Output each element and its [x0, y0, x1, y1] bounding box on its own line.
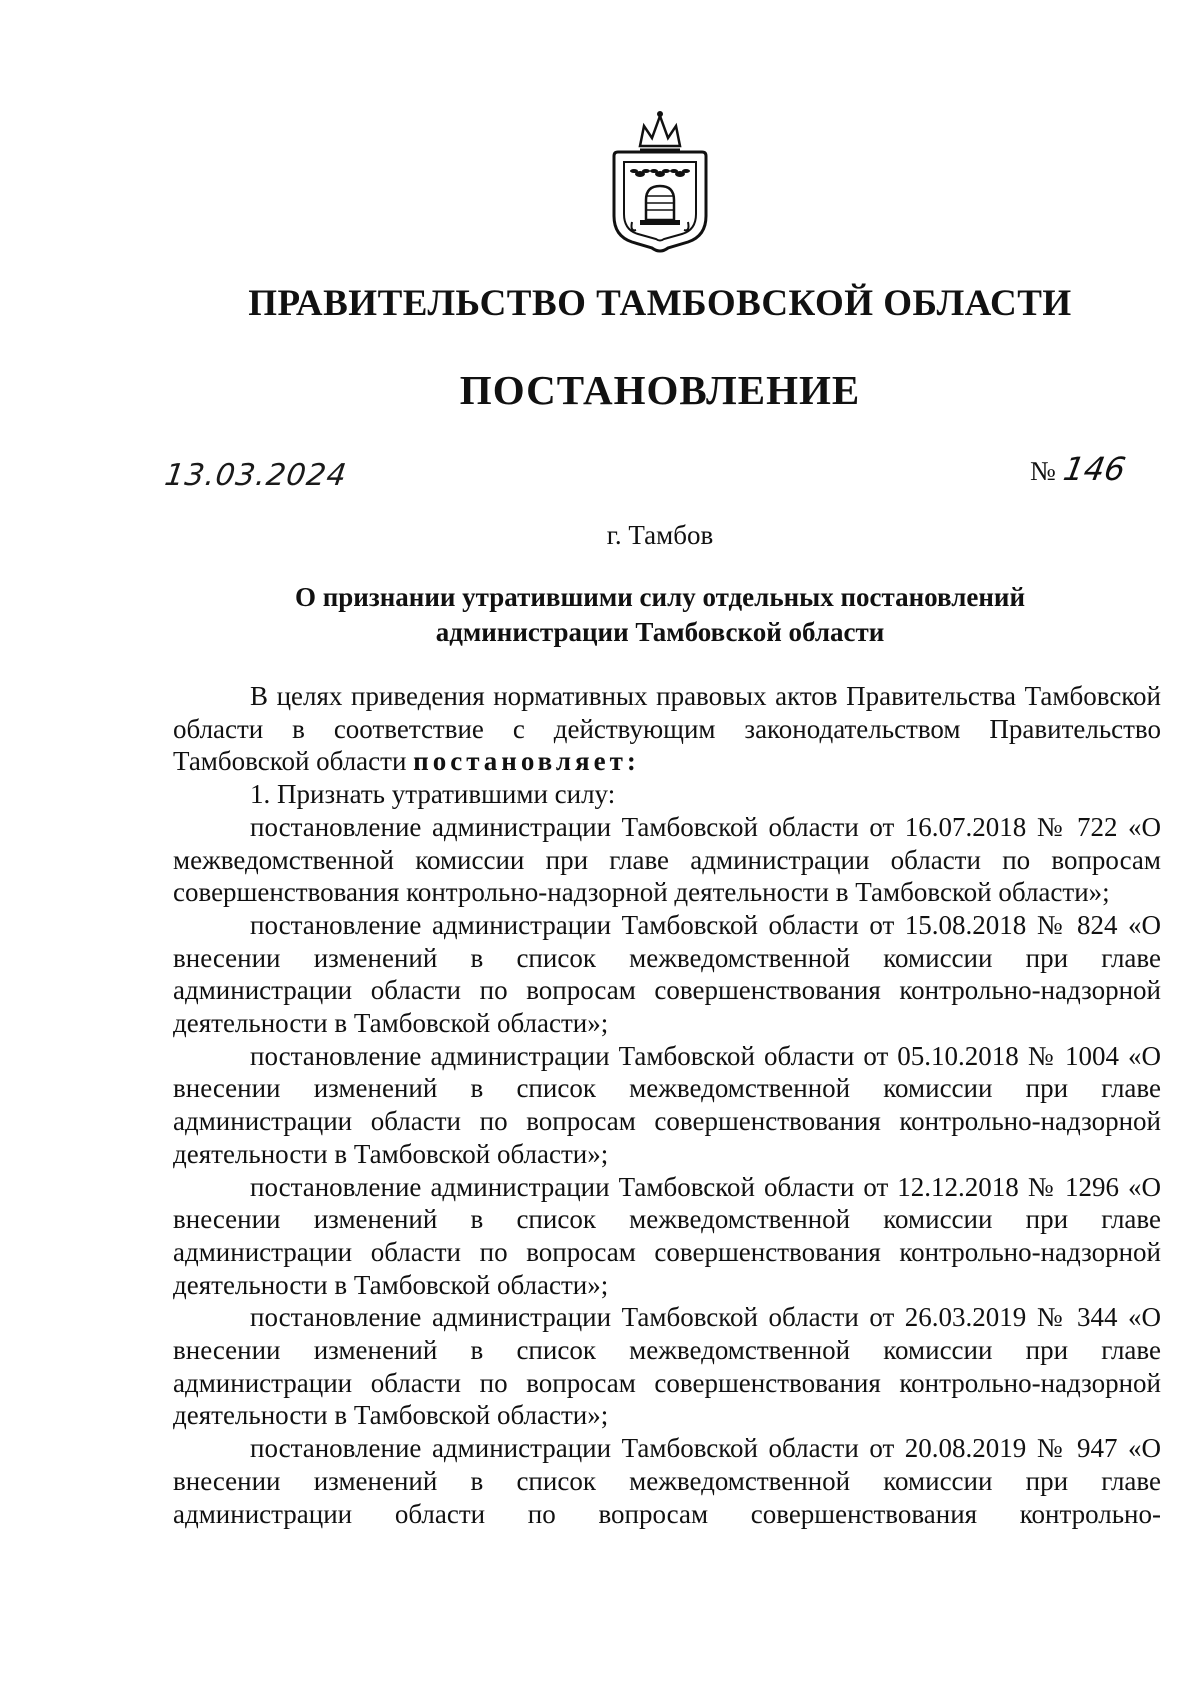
- heading-line-1: О признании утратившими силу отдельных постановлений: [294, 582, 1026, 612]
- preamble-paragraph: [173, 680, 1161, 778]
- repealed-act: постановление администрации Тамбовской области от 05.10.2018 № 1004 «О внесении изменений в список межведомственной комиссии при главе администрации области по вопросам совершенствования контрольно-надзорной деятельности в Тамбовской области»;: [173, 1040, 1161, 1169]
- handwritten-date: 13.03.2024: [162, 458, 350, 493]
- repealed-act: постановление администрации Тамбовской области от 12.12.2018 № 1296 «О внесении изменений в список межведомственной комиссии при главе администрации области по вопросам совершенствования контрольно-надзорной деятельности в Тамбовской области»;: [173, 1171, 1161, 1300]
- document-heading: [240, 580, 1080, 650]
- item-1: 1. Признать утратившими силу:: [250, 779, 616, 810]
- repealed-act: постановление администрации Тамбовской области от 20.08.2019 № 947 «О внесении изменений в список межведомственной комиссии при главе администрации области по вопросам совершенствования контрольно-: [173, 1433, 1161, 1529]
- preamble-text: В целях приведения нормативных правовых актов Правительства Тамбовской области в соответствие с действующим законодательством Правительство Тамбовской области: [173, 681, 1161, 777]
- coat-of-arms-icon: [600, 108, 720, 258]
- handwritten-number: 146: [1060, 450, 1129, 488]
- repealed-act: постановление администрации Тамбовской области от 26.03.2019 № 344 «О внесении изменений в список межведомственной комиссии при главе администрации области по вопросам совершенствования контрольно-надзорной деятельности в Тамбовской области»;: [173, 1302, 1161, 1431]
- resolves-colon: :: [626, 746, 636, 777]
- repealed-act: постановление администрации Тамбовской области от 15.08.2018 № 824 «О внесении изменений в список межведомственной комиссии при главе администрации области по вопросам совершенствования контрольно-надзорной деятельности в Тамбовской области»;: [173, 909, 1161, 1039]
- resolves-word: постановляет: [413, 746, 627, 777]
- repealed-act: постановление администрации Тамбовской области от 16.07.2018 № 722 «О межведомственной комиссии при главе администрации области по вопросам совершенствования контрольно-надзорной деятельности в Тамбовской области»;: [173, 811, 1161, 908]
- document-type-title: ПОСТАНОВЛЕНИЕ: [459, 367, 861, 413]
- document-body: [173, 680, 1161, 1530]
- number-label: №: [1030, 456, 1056, 486]
- organization-title: ПРАВИТЕЛЬСТВО ТАМБОВСКОЙ ОБЛАСТИ: [248, 283, 1072, 324]
- city: г. Тамбов: [606, 520, 714, 550]
- heading-line-2: администрации Тамбовской области: [435, 617, 885, 647]
- document-number: [1030, 450, 1129, 488]
